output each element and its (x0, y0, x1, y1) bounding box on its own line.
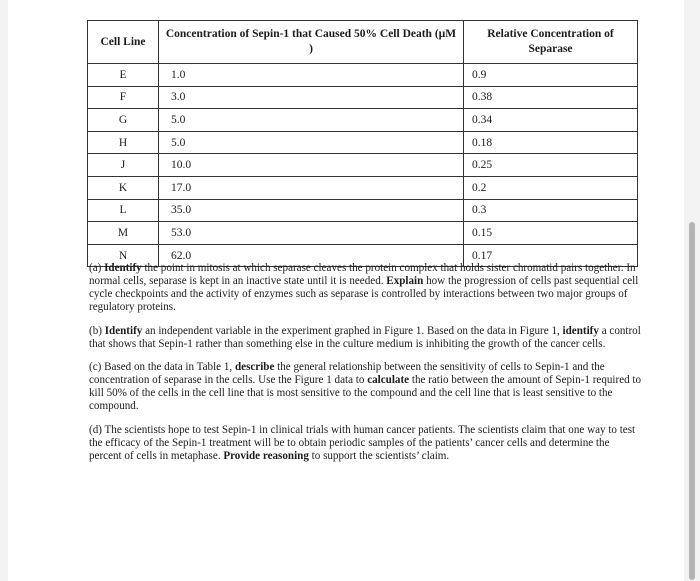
relative-separase-value: 0.34 (464, 109, 638, 132)
question-a-keyword-explain: Explain (386, 274, 424, 287)
relative-separase-value: 0.38 (464, 86, 638, 109)
concentration-value: 5.0 (159, 131, 464, 154)
question-b-text: (b) (89, 324, 105, 337)
cell-line-value: N (88, 244, 159, 267)
cell-line-value: L (88, 199, 159, 222)
table-row (88, 86, 638, 109)
cell-line-value: G (88, 109, 159, 132)
table-header-row (88, 21, 638, 64)
concentration-value: 35.0 (159, 199, 464, 222)
question-a-text: the point in mitosis at which separase cleaves the protein complex that holds sister chromatid pairs together. In normal cells, separase is kept in an inactive state until it is needed. (89, 262, 636, 287)
header-relative-separase: Relative Concentration of Separase (464, 21, 638, 64)
relative-separase-value: 0.3 (464, 199, 638, 222)
relative-separase-value: 0.9 (464, 64, 638, 87)
sepin-data-table (87, 20, 638, 267)
relative-separase-value: 0.17 (464, 244, 638, 267)
question-a-keyword-identify: Identify (104, 262, 142, 274)
table-row (88, 176, 638, 199)
relative-separase-value: 0.2 (464, 176, 638, 199)
header-concentration: Concentration of Sepin-1 that Caused 50% Cell Death (µM ) (159, 21, 464, 64)
question-c-keyword-describe: describe (234, 361, 275, 374)
question-c (89, 361, 642, 413)
question-b-text: a control that shows that Sepin-1 rather than something else in the culture medium is inhibiting the growth of the cancer cells. (89, 324, 641, 350)
concentration-value: 17.0 (159, 176, 464, 199)
concentration-value: 10.0 (159, 154, 464, 177)
cell-line-value: K (88, 176, 159, 199)
question-a (89, 262, 642, 314)
cell-line-value: F (88, 86, 159, 109)
question-b-keyword-identify: Identify (104, 324, 143, 337)
questions-section (89, 262, 642, 474)
table-row (88, 199, 638, 222)
question-b-keyword-identify-control: identify (562, 324, 599, 337)
cell-line-value: J (88, 154, 159, 177)
cell-line-value: E (88, 64, 159, 87)
question-d-text: to support the scientists’ claim. (308, 449, 450, 462)
vertical-scrollbar[interactable] (689, 222, 695, 580)
table-row (88, 222, 638, 245)
cell-line-value: H (88, 131, 159, 154)
relative-separase-value: 0.18 (464, 131, 638, 154)
concentration-value: 3.0 (159, 86, 464, 109)
question-d (89, 424, 642, 463)
table-row (88, 64, 638, 87)
question-c-keyword-calculate: calculate (367, 374, 410, 387)
concentration-value: 1.0 (159, 64, 464, 87)
table-row (88, 109, 638, 132)
question-c-text: (c) Based on the data in Table 1, (89, 361, 235, 374)
question-d-keyword-provide-reasoning: Provide reasoning (223, 449, 309, 462)
table-row (88, 154, 638, 177)
question-a-text: (a) (89, 262, 105, 274)
question-d-text: (d) The scientists hope to test Sepin-1 in clinical trials with human cancer patients. The scientists claim that one way to test the efficacy of the Sepin-1 treatment will be to obtain periodic samples of the patients’ cancer cells and determine the percent of cells in metaphase. (89, 424, 636, 462)
header-cell-line: Cell Line (88, 21, 159, 64)
question-b (89, 325, 642, 351)
question-c-text: the general relationship between the sensitivity of cells to Sepin-1 and the concentration of separase in the cells. Use the Figure 1 data to (89, 361, 605, 387)
concentration-value: 62.0 (159, 244, 464, 267)
concentration-value: 53.0 (159, 222, 464, 245)
table-row (88, 131, 638, 154)
question-a-text: how the progression of cells past sequential cell cycle checkpoints and the activity of enzymes such as separase is controlled by interactions between two major groups of regulatory proteins. (89, 274, 639, 313)
cell-line-value: M (88, 222, 159, 245)
relative-separase-value: 0.25 (464, 154, 638, 177)
question-b-text: an independent variable in the experiment graphed in Figure 1. Based on the data in Figure 1, (142, 324, 563, 337)
concentration-value: 5.0 (159, 109, 464, 132)
question-c-text: the ratio between the amount of Sepin-1 required to kill 50% of the cells in the cell line that is most sensitive to the compound and the cell line that is least sensitive to the compound. (89, 374, 642, 413)
relative-separase-value: 0.15 (464, 222, 638, 245)
